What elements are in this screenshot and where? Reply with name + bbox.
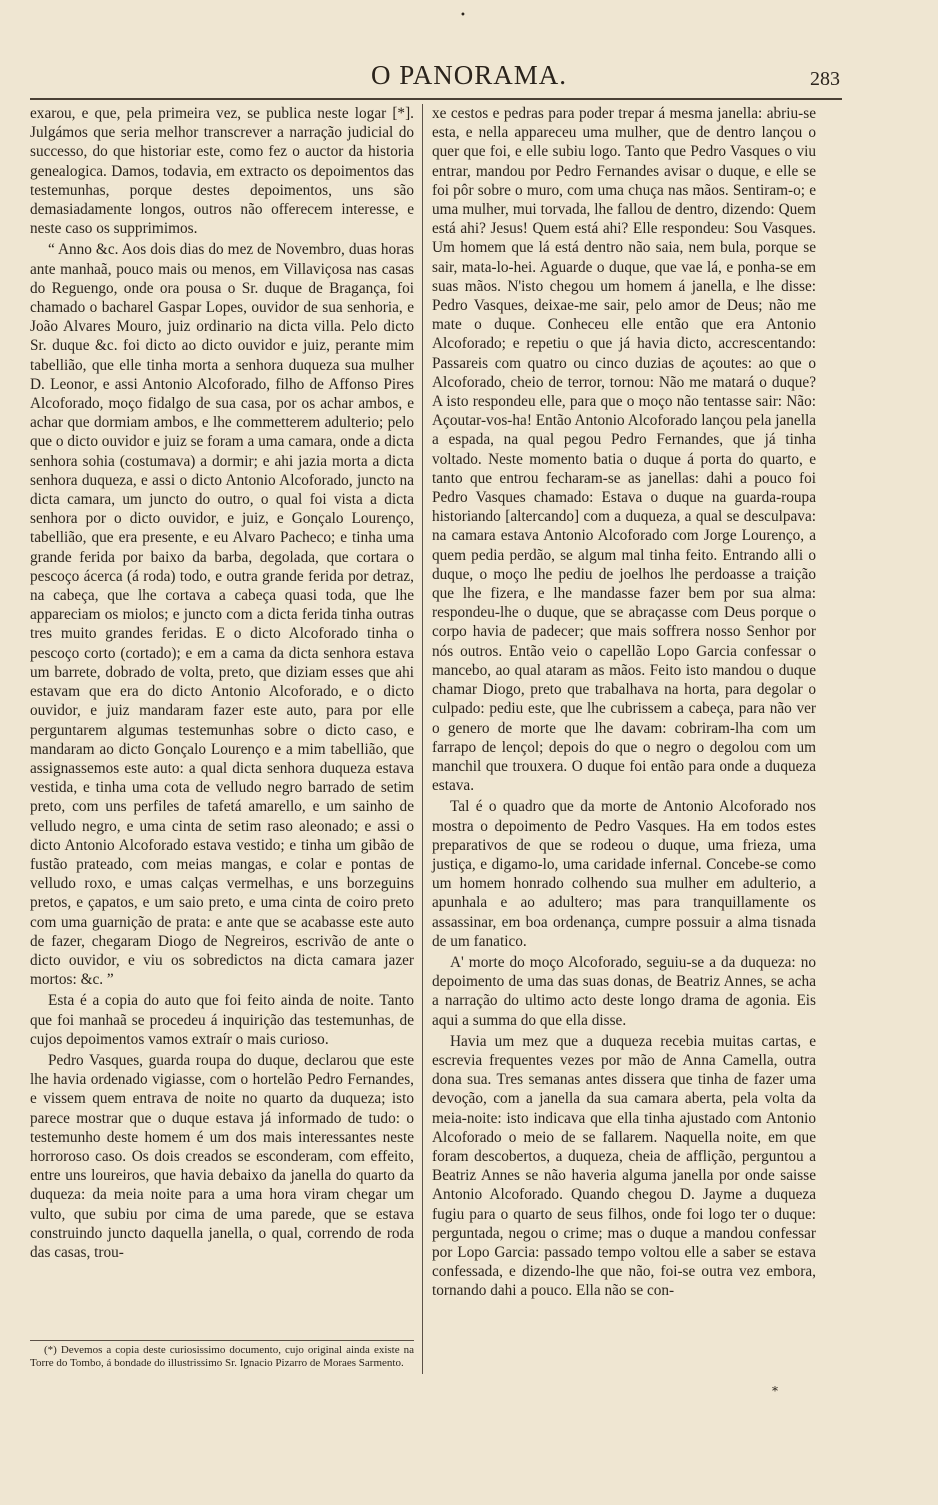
paragraph: Havia um mez que a duqueza recebia muitas cartas, e escrevia frequentes vezes por mão de Anna Camella, outra dona sua. Tres semanas antes dissera que tinha de fazer uma devoção, com a janella da sua camara aberta, pela volta da meia-noite: isto indicava que ella tinha ajustado com Antonio Alcoforado o meio de se fallarem. Naquella noite, em que foram descobertos, a duqueza, cheia de afflição, perguntou a Beatriz Annes se não haveria alguma janella por onde saisse Antonio Alcoforado. Quando chegou D. Jayme a duqueza fugiu para o quarto de seus filhos, onde foi logo ter o duque: perguntada, negou o crime; mas o duque a mandou confessar por Lopo Garcia: passado tempo voltou elle a saber se estava confessada, e dizendo-lhe que não, foi-se outra vez embora, tornando dahi a pouco. Ella não se con-: [432, 1032, 816, 1300]
paragraph: exarou, e que, pela primeira vez, se publica neste logar [*]. Julgámos que seria melhor transcrever a narração judicial do successo, do que historiar este, como fez o auctor da historia genealogica. Damos, todavia, em extracto os depoimentos das testemunhas, porque destes depoimentos, uns são demasiadamente longos, outros não offerecem interesse, e neste caso os supprimimos.: [30, 105, 414, 238]
paragraph: Esta é a copia do auto que foi feito ainda de noite. Tanto que foi manhaã se procedeu á inquirição das testemunhas, de cujos depoimentos vamos extraír o mais curioso.: [30, 992, 414, 1048]
page-title: O PANORAMA.: [370, 60, 568, 90]
paragraph: Pedro Vasques, guarda roupa do duque, declarou que este lhe havia ordenado vigiasse, com o hortelão Pedro Fernandes, e vissem quem entrava de noite no quarto da duqueza; isto parece mostrar que o duque estava já informado de tudo: o testemunho deste homem é um dos mais interessantes neste horroroso caso. Os dois creados se esconderam, com effeito, entre uns loureiros, que havia debaixo da janella do quarto da duqueza: da meia noite para a uma hora viram chegar um vulto, que subiu por cima de uma parede, que se estava construindo juncto daquella janella, o qual, correndo de roda das casas, trou-: [30, 1051, 414, 1261]
paragraph: “ Anno &c. Aos dois dias do mez de Novembro, duas horas ante manhaã, pouco mais ou menos, em Villaviçosa nas casas do Reguengo, onde ora pousa o Sr. duque de Bragança, foi chamado o bacharel Gaspar Lopes, ouvidor de sua senhoria, e João Alvares Mouro, juiz ordinario na dicta villa. Pelo dicto Sr. duque &c. foi dicto ao dicto ouvidor e juiz, perante mim tabellião, que elle tinha morta a senhora duqueza sua mulher D. Leonor, e assi Antonio Alcoforado, filho de Affonso Pires Alcoforado, moço fidalgo de sua casa, por os achar ambos, e achar que dormiam ambos, e lhe commetterem adulterio; pelo que o dicto ouvidor e juiz se foram a uma camara, onde a dicta senhora sohia (costumava) a dormir; e ahi jazia morta a dicta senhora duqueza, e assi o dicto Antonio Alcoforado, juncto na dicta camara, um juncto do outro, o qual foi vista a dicta senhora por o dicto ouvidor, e juiz, e Gonçalo Lourenço, tabellião, que era presente, e eu Alvaro Pacheco; e tinha uma grande ferida por baixo da barba, degolada, que cortara o pescoço ácerca (á roda) todo, e outra grande ferida por detraz, na cabeça, que lhe cortava a cabeça quasi toda, que lhe appareciam os miolos; e juncto com a dicta ferida tinha outras tres muito grandes feridas. E o dicto Alcoforado tinha o pescoço corto (cortado); e em a cama da dicta senhora estava um barrete, dobrado de volta, preto, que diziam esses que ahi estavam que era do dicto Antonio Alcoforado, e o dicto ouvidor, e juiz mandaram fazer este auto, para por elle perguntarem algumas testemunhas sobre o dicto caso, e mandaram ao dicto Gonçalo Lourenço e a mim tabellião, que assignassemos este auto: a qual dicta senhora duqueza estava vestida, e tinha uma cota de velludo negro barrado de setim preto, com uns perfiles de tafetá amarello, e um sainho de velludo negro, e uma cinta de setim raso aleonado; e assi o dicto Antonio Alcoforado estava vestido; e tinha um gibão de fustão prateado, com meias mangas, e colar e pontas de velludo roxo, e umas calças vermelhas, e uns borzeguins pretos, e çapatos, e um saio preto, e uma cinta de coiro preto com uma guarnição de prata: e ante que se acabasse este auto de fazer, chegaram Diogo de Negreiros, escrivão de ante o dicto ouvidor, e viu os sobredictos na dicta camara jazer mortos: &c. ”: [30, 241, 414, 989]
paragraph: xe cestos e pedras para poder trepar á mesma janella: abriu-se esta, e nella appareceu uma mulher, que de dentro lançou o quer que foi, e elle subiu logo. Tanto que Pedro Vasques o viu entrar, mandou por Pedro Fernandes avisar o duque, e elle se foi pôr sobre o muro, com uma chuça nas mãos. Sentiram-o; e uma mulher, mui torvada, lhe fallou de dentro, dizendo: Quem está ahi? Jesus! Quem está ahi? Elle respondeu: Sou Vasques. Um homem que lá está dentro não saia, nem bula, porque se sair, mata-lo-hei. Aguarde o duque, que vae lá, e ponha-se em suas mãos. N'isto chegou um homem á janella, e lhe disse: Pedro Vasques, deixae-me sair, pelo amor de Deus; não me mate o duque. Conheceu elle então que era Antonio Alcoforado; e repetiu o que já havia dicto, accrescentando: Passareis com quatro ou cinco duzias de açoutes: ao que o Alcoforado, cheio de terror, tornou: Não me matará o duque? A isto respondeu elle, para que o moço não tentasse sair: Não: Açoutar-vos-ha! Então Antonio Alcoforado lançou pela janella a espada, na qual pegou Pedro Fernandes, que já tinha voltado. Neste momento batia o duque á porta do quarto, e tanto que entrou fecharam-se as janellas: dahi a pouco foi Pedro Vasques chamado: Estava o duque na guarda-roupa historiando [altercando] com a duqueza, a qual se desculpava: na camara estava Antonio Alcoforado com Jorge Lourenço, a quem pedia perdão, se algum mal tinha feito. Entrando alli o duque, o moço lhe pediu de joelhos lhe perdoasse a traição que lhe fizera, e lhe mandasse fazer bem por sua alma: respondeu-lhe o duque, que se abraçasse com Deus porque o corpo havia de padecer; que mais soffrera nosso Senhor por nós outros. Então veio o capellão Lopo Garcia confessar o mancebo, ao qual ataram as mãos. Feito isto mandou o duque chamar Diogo, preto que trabalhava na horta, para degolar o culpado: pediu este, que lhe cubrissem a cabeça, para não ver o genero de morte que lhe davam: cobriram-lha com um farrapo de lençol; depois do que o negro o degolou com um manchil que trouxera. O duque foi então para onde a duqueza estava.: [432, 105, 816, 795]
header-rule: [30, 98, 842, 100]
page-number: 283: [810, 68, 840, 90]
left-column: [30, 104, 414, 1264]
bottom-mark: *: [772, 1384, 778, 1398]
footnote-rule: [30, 1340, 414, 1341]
column-divider: [422, 104, 423, 1374]
right-column: [432, 104, 816, 1303]
ink-speck: •: [460, 10, 466, 21]
footnote: (*) Devemos a copia deste curiosissimo documento, cujo original ainda existe na Torre do Tombo, á bondade do illustrissimo Sr. Ignacio Pizarro de Moraes Sarmento.: [30, 1344, 414, 1369]
paragraph: A' morte do moço Alcoforado, seguiu-se a da duqueza: no depoimento de uma das suas donas, de Beatriz Annes, se acha a narração do ultimo acto deste longo drama de agonia. Eis aqui a summa do que ella disse.: [432, 953, 816, 1029]
paragraph: Tal é o quadro que da morte de Antonio Alcoforado nos mostra o depoimento de Pedro Vasques. Ha em todos estes preparativos de que se rodeou o duque, uma frieza, uma justiça, e digamo-lo, uma caridade infernal. Concebe-se como um homem honrado colhendo sua mulher em adulterio, a apunhala e ao adultero; mas para tranquillamente os assassinar, em boa ordenança, cumpre possuir a alma tisnada de um fanatico.: [432, 798, 816, 950]
page-header: [0, 60, 938, 98]
